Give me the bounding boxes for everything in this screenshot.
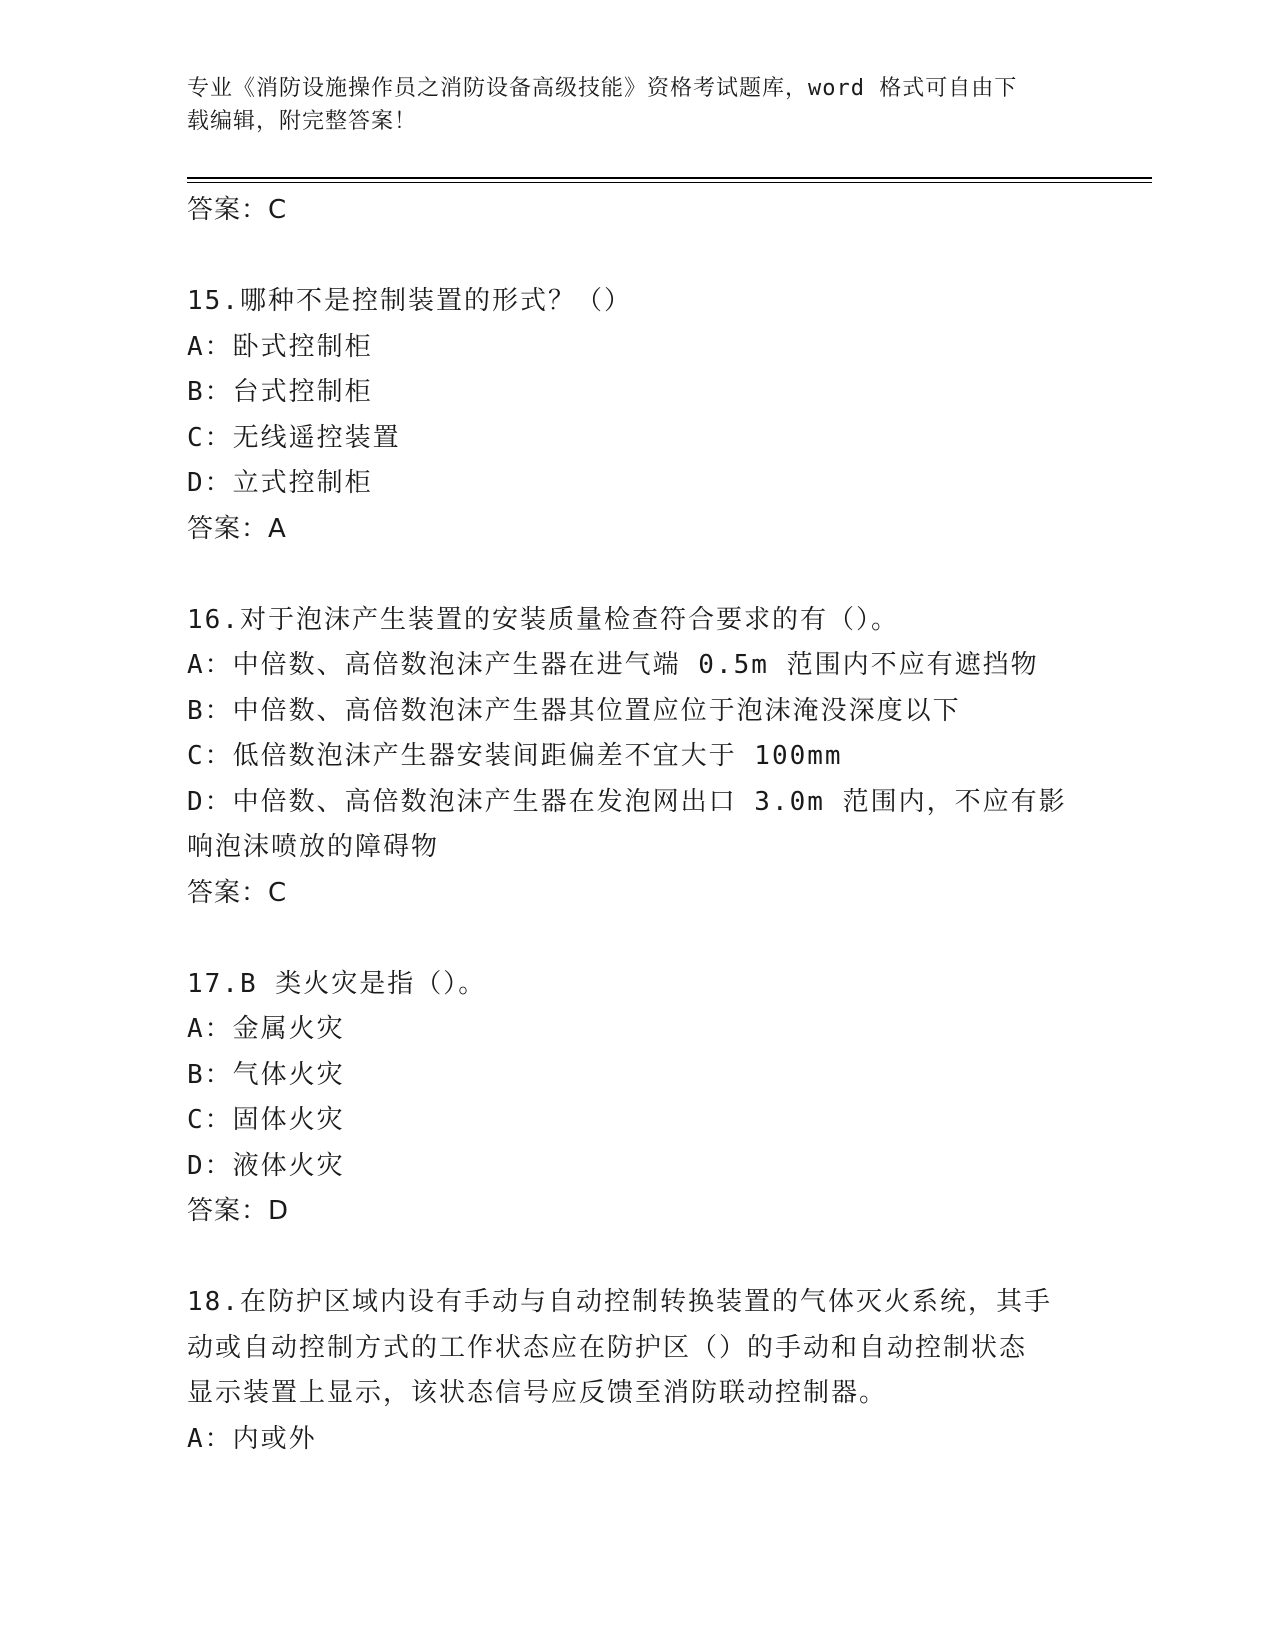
option-d-continued: 响泡沫喷放的障碍物 <box>187 832 440 862</box>
question-17 <box>187 962 1087 1235</box>
previous-answer: 答案：C <box>187 195 288 225</box>
option-b: B：气体火灾 <box>187 1059 345 1090</box>
question-15 <box>187 279 1087 552</box>
option-a: A：内或外 <box>187 1423 317 1454</box>
option-a: A：卧式控制柜 <box>187 331 373 362</box>
option-a: A：金属火灾 <box>187 1014 345 1044</box>
question-stem: 16.对于泡沫产生装置的安装质量检查符合要求的有（）。 <box>187 604 899 635</box>
header-line-2: 载编辑，附完整答案！ <box>187 109 418 134</box>
header-line-1: 专业《消防设施操作员之消防设备高级技能》资格考试题库，word 格式可自由下 <box>187 76 1018 101</box>
question-stem: 15.哪种不是控制装置的形式？（） <box>187 286 632 316</box>
option-d: D：立式控制柜 <box>187 468 373 498</box>
spacer <box>187 552 1087 598</box>
spacer <box>187 234 1087 280</box>
question-stem: 17.B 类火灾是指（）。 <box>187 968 487 999</box>
option-d: D：中倍数、高倍数泡沫产生器在发泡网出口 3.0m 范围内，不应有影 <box>187 786 1067 817</box>
option-c: C：无线遥控装置 <box>187 422 401 453</box>
option-a: A：中倍数、高倍数泡沫产生器在进气端 0.5m 范围内不应有遮挡物 <box>187 650 1039 680</box>
question-18 <box>187 1280 1087 1462</box>
header-divider-thin <box>187 182 1152 183</box>
header-divider-thick <box>187 177 1152 179</box>
option-b: B：台式控制柜 <box>187 377 373 407</box>
answer: 答案：C <box>187 877 288 908</box>
option-c: C：低倍数泡沫产生器安装间距偏差不宜大于 100mm <box>187 741 843 771</box>
question-list <box>187 188 1087 1462</box>
option-d: D：液体火灾 <box>187 1150 345 1181</box>
question-stem-line-2: 动或自动控制方式的工作状态应在防护区（）的手动和自动控制状态 <box>187 1332 1028 1363</box>
question-stem-line-3: 显示装置上显示，该状态信号应反馈至消防联动控制器。 <box>187 1378 888 1408</box>
spacer <box>187 916 1087 962</box>
spacer <box>187 1235 1087 1281</box>
option-c: C：固体火灾 <box>187 1105 345 1135</box>
document-header <box>187 72 1067 138</box>
answer: 答案：A <box>187 513 287 544</box>
option-b: B：中倍数、高倍数泡沫产生器其位置应位于泡沫淹没深度以下 <box>187 695 961 726</box>
question-stem-line-1: 18.在防护区域内设有手动与自动控制转换装置的气体灭火系统，其手 <box>187 1287 1052 1317</box>
question-16 <box>187 598 1087 917</box>
answer: 答案：D <box>187 1196 290 1226</box>
